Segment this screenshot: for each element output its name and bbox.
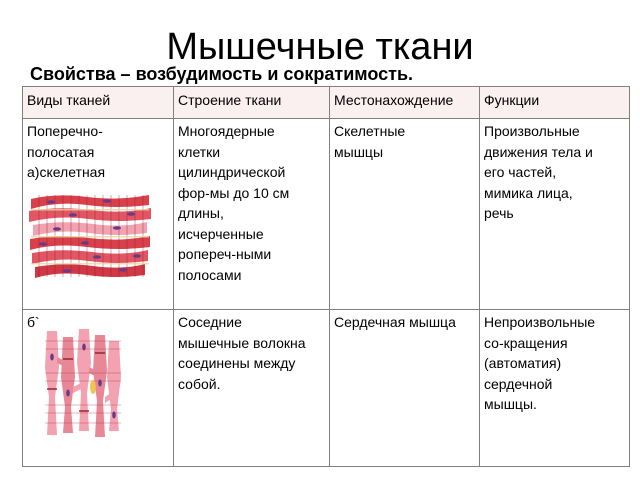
cell-structure (174, 310, 330, 467)
function-text: Произвольные движения тела и его частей, мимика лица, речь (484, 123, 593, 221)
structure-text: Многоядерные клетки цилиндрической фор-мы до 10 см длины, исчерченные pопереч-ными полосами (178, 123, 290, 283)
header-tissue-type: Виды тканей (23, 87, 174, 119)
muscle-tissue-table (22, 86, 630, 467)
tissue-type-text: Поперечно- полосатая а)скелетная (27, 123, 106, 180)
cell-function (480, 119, 630, 310)
location-text: Скелетные мышцы (334, 123, 406, 160)
function-text: Непроизвольные со-кращения (автоматия) сердечной мышцы. (484, 314, 596, 412)
slide-title: Мышечные ткани (166, 26, 474, 68)
slide-subtitle: Свойства – возбудимость и сократимость. (30, 64, 414, 84)
skeletal-fiber-bundle (29, 195, 151, 278)
header-location: Местонахождение (330, 87, 480, 119)
cell-tissue-type (23, 119, 174, 310)
tissue-type-text: б` (27, 314, 40, 330)
cell-function (480, 310, 630, 467)
cell-location (330, 119, 480, 310)
table-row (23, 119, 630, 310)
header-structure: Строение ткани (174, 87, 330, 119)
cell-structure (174, 119, 330, 310)
cell-tissue-type (23, 310, 174, 467)
cardiac-muscle-fibers-icon (37, 327, 127, 439)
table-row (23, 310, 630, 467)
header-function: Функции (480, 87, 630, 119)
cell-location (330, 310, 480, 467)
cardiac-fiber-network (45, 329, 121, 437)
structure-text: Соседние мышечные волокна соединены между собой. (178, 314, 306, 392)
skeletal-muscle-fibers-icon (27, 189, 153, 281)
location-text: Сердечная мышца (334, 314, 456, 330)
table-header-row (23, 87, 630, 119)
